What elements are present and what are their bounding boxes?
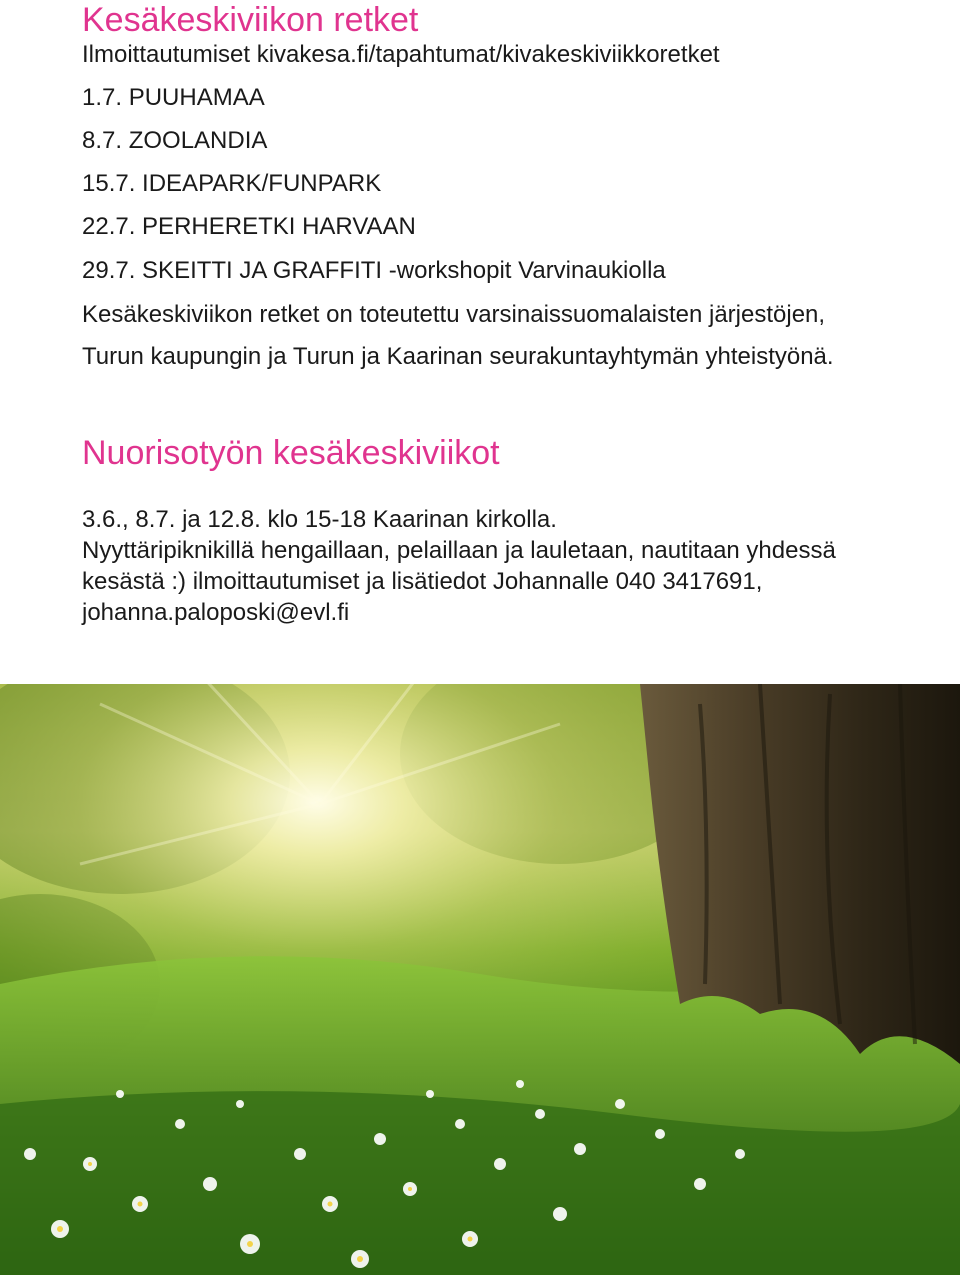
contact-email: johanna.paloposki@evl.fi xyxy=(82,599,350,626)
trip-item: 1.7. PUUHAMAA xyxy=(82,84,265,111)
event-line: Nyyttäripiknikillä hengaillaan, pelaillaan ja lauletaan, nautitaan yhdessä xyxy=(82,537,836,564)
event-line: kesästä :) ilmoittautumiset ja lisätiedot Johannalle 040 3417691, xyxy=(82,568,763,595)
trip-item: 22.7. PERHERETKI HARVAAN xyxy=(82,213,416,240)
description-line: Turun kaupungin ja Turun ja Kaarinan seurakuntayhtymän yhteistyönä. xyxy=(82,343,834,370)
registration-text: Ilmoittautumiset kivakesa.fi/tapahtumat/kivakeskiviikkoretket xyxy=(82,41,720,68)
description-line: Kesäkeskiviikon retket on toteutettu varsinaissuomalaisten järjestöjen, xyxy=(82,301,826,328)
event-line: 3.6., 8.7. ja 12.8. klo 15-18 Kaarinan kirkolla. xyxy=(82,506,557,533)
heading-nuorisotyon-kesakeskiviikot: Nuorisotyön kesäkeskiviikot xyxy=(82,434,500,472)
trip-item: 29.7. SKEITTI JA GRAFFITI -workshopit Varvinaukiolla xyxy=(82,257,666,284)
trip-item: 15.7. IDEAPARK/FUNPARK xyxy=(82,170,382,197)
trip-item: 8.7. ZOOLANDIA xyxy=(82,127,268,154)
heading-kesakeskiviikon-retket: Kesäkeskiviikon retket xyxy=(82,1,419,39)
meadow-photo xyxy=(0,684,960,1275)
